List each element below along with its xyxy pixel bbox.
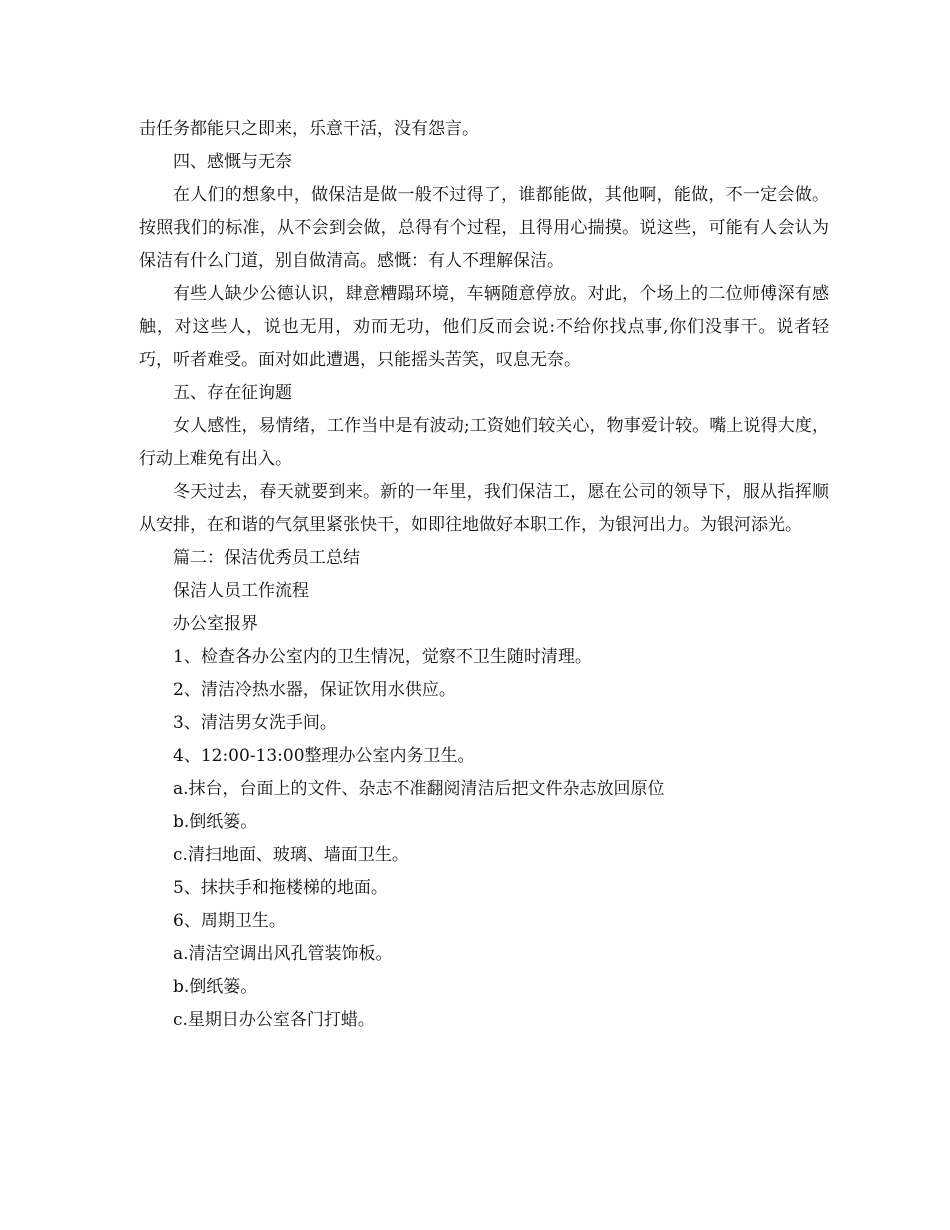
list-item-5: 5、抹扶手和拖楼梯的地面。 (173, 878, 388, 898)
part-two-title: 篇二：保洁优秀员工总结 (173, 548, 360, 568)
document-body (139, 113, 829, 1037)
paragraph-continuation: 击任务都能只之即来，乐意干活，没有怨言。 (139, 119, 479, 139)
section-heading-4: 四、感慨与无奈 (173, 152, 292, 172)
list-item-2: 2、清洁冷热水器，保证饮用水供应。 (173, 680, 456, 700)
list-subitem-6a: a.清洁空调出风孔管装饰板。 (173, 944, 393, 964)
list-subitem-6c: c.星期日办公室各门打蜡。 (173, 1010, 375, 1030)
paragraph-imagination: 在人们的想象中，做保洁是做一般不过得了，谁都能做，其他啊，能做，不一定会做。按照我们的标准，从不会到会做，总得有个过程，且得用心揣摸。说这些，可能有人会认为保洁有什么门道，别自做清高。感慨：有人不理解保洁。 (139, 185, 829, 271)
office-section-title: 办公室报界 (173, 614, 258, 634)
paragraph-women-emotion: 女人感性，易情绪，工作当中是有波动;工资她们较关心，物事爱计较。嘴上说得大度，行动上难免有出入。 (139, 416, 829, 469)
list-subitem-4c: c.清扫地面、玻璃、墙面卫生。 (173, 845, 409, 865)
list-item-3: 3、清洁男女洗手间。 (173, 713, 337, 733)
list-subitem-4b: b.倒纸篓。 (173, 812, 258, 832)
list-item-4: 4、12:00-13:00整理办公室内务卫生。 (173, 746, 475, 766)
list-item-1: 1、检查各办公室内的卫生情况，觉察不卫生随时清理。 (173, 647, 592, 667)
paragraph-new-year: 冬天过去，春天就要到来。新的一年里，我们保洁工，愿在公司的领导下，服从指挥顺从安排，在和谐的气氛里紧张快干，如即往地做好本职工作，为银河出力。为银河添光。 (139, 482, 829, 535)
list-subitem-4a: a.抹台，台面上的文件、杂志不准翻阅清洁后把文件杂志放回原位 (173, 779, 665, 799)
section-heading-5: 五、存在征询题 (173, 383, 292, 403)
list-subitem-6b: b.倒纸篓。 (173, 977, 258, 997)
list-item-6: 6、周期卫生。 (173, 911, 286, 931)
paragraph-public-morality: 有些人缺少公德认识，肆意糟蹋环境，车辆随意停放。对此，个场上的二位师傅深有感触，对这些人，说也无用，劝而无功，他们反而会说:不给你找点事,你们没事干。说者轻巧，听者难受。面对如此遭遇，只能摇头苦笑，叹息无奈。 (139, 284, 829, 370)
workflow-title: 保洁人员工作流程 (173, 581, 309, 601)
